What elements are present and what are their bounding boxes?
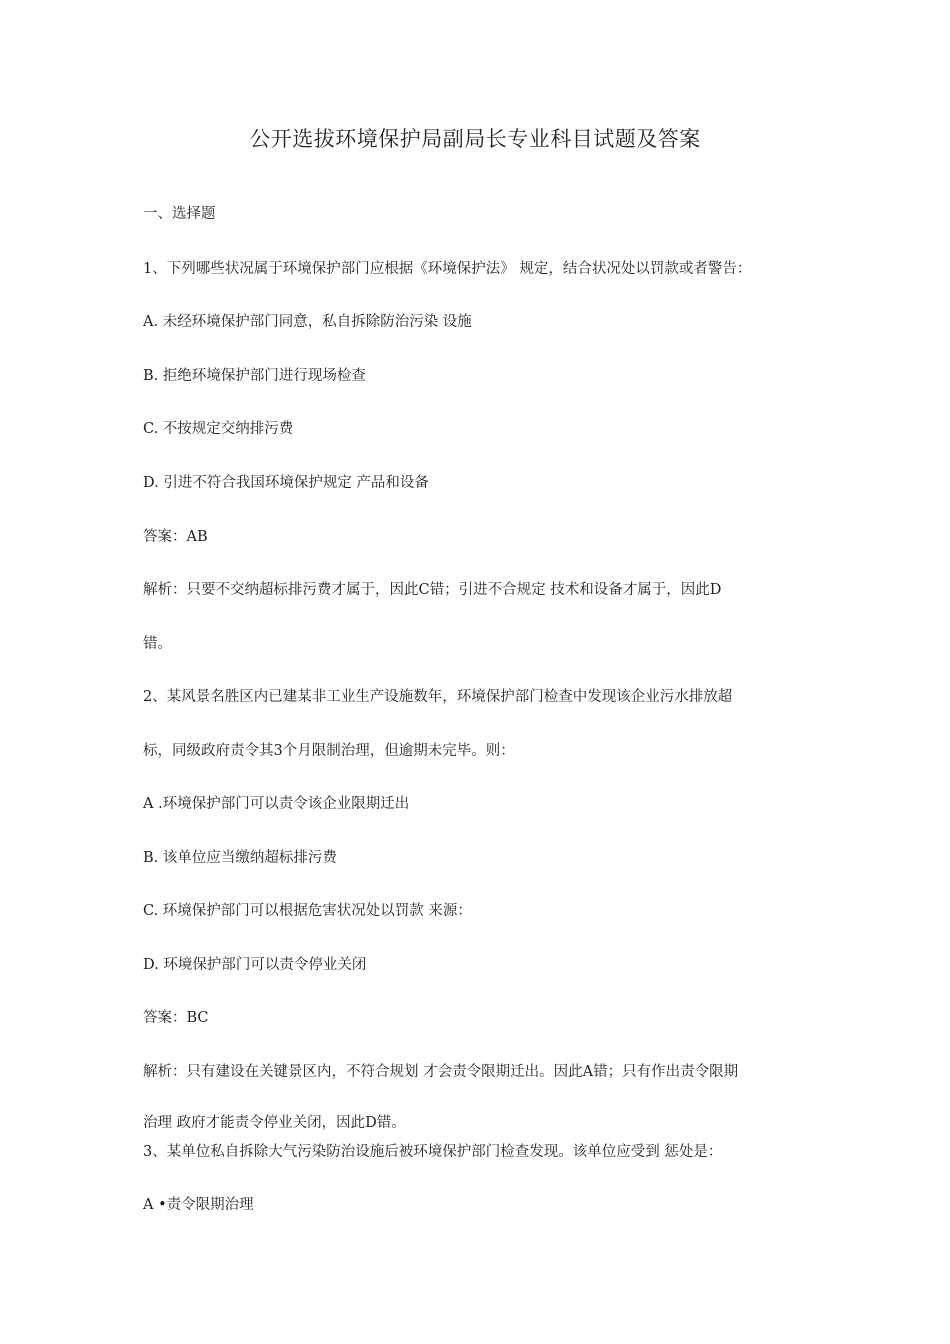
question-1-stem: 1、下列哪些状况属于环境保护部门应根据《环境保护法》 规定，结合状况处以罚款或者警告： — [143, 261, 752, 277]
question-2-stem-line-1: 2、某风景名胜区内已建某非工业生产设施数年，环境保护部门检查中发现该企业污水排放超 — [143, 689, 733, 705]
question-3-option-a: A •责令限期治理 — [143, 1197, 254, 1213]
document-title: 公开选拔环境保护局副局长专业科目试题及答案 — [249, 127, 701, 151]
question-1-analysis-line-1: 解析：只要不交纳超标排污费才属于，因此C错；引进不合规定 技术和设备才属于，因此D — [143, 582, 722, 598]
section-heading: 一、选择题 — [143, 206, 216, 222]
question-1-answer: 答案：AB — [143, 529, 208, 545]
question-2-option-b: B. 该单位应当缴纳超标排污费 — [143, 850, 337, 866]
question-1-option-c: C. 不按规定交纳排污费 — [143, 421, 294, 437]
question-1-option-b: B. 拒绝环境保护部门进行现场检查 — [143, 368, 366, 384]
question-1-analysis-line-2: 错。 — [143, 636, 172, 652]
question-2-analysis-line-1: 解析：只有建设在关键景区内，不符合规划 才会责令限期迁出。因此A错；只有作出责令限期 — [143, 1064, 739, 1080]
question-2-option-c: C. 环境保护部门可以根据危害状况处以罚款 来源： — [143, 903, 472, 919]
question-1-option-a: A. 未经环境保护部门同意，私自拆除防治污染 设施 — [143, 314, 472, 330]
question-2-option-a: A .环境保护部门可以责令该企业限期迁出 — [143, 796, 410, 812]
question-2-analysis-line-2: 治理 政府才能责令停业关闭，因此D错。 — [143, 1115, 406, 1131]
question-3-stem: 3、某单位私自拆除大气污染防治设施后被环境保护部门检查发现。该单位应受到 惩处是： — [143, 1144, 723, 1160]
question-2-stem-line-2: 标，同级政府责令其3个月限制治理，但逾期未完毕。则： — [143, 743, 515, 759]
question-2-option-d: D. 环境保护部门可以责令停业关闭 — [143, 957, 367, 973]
question-2-answer: 答案：BC — [143, 1010, 209, 1026]
question-1-option-d: D. 引进不符合我国环境保护规定 产品和设备 — [143, 475, 429, 491]
